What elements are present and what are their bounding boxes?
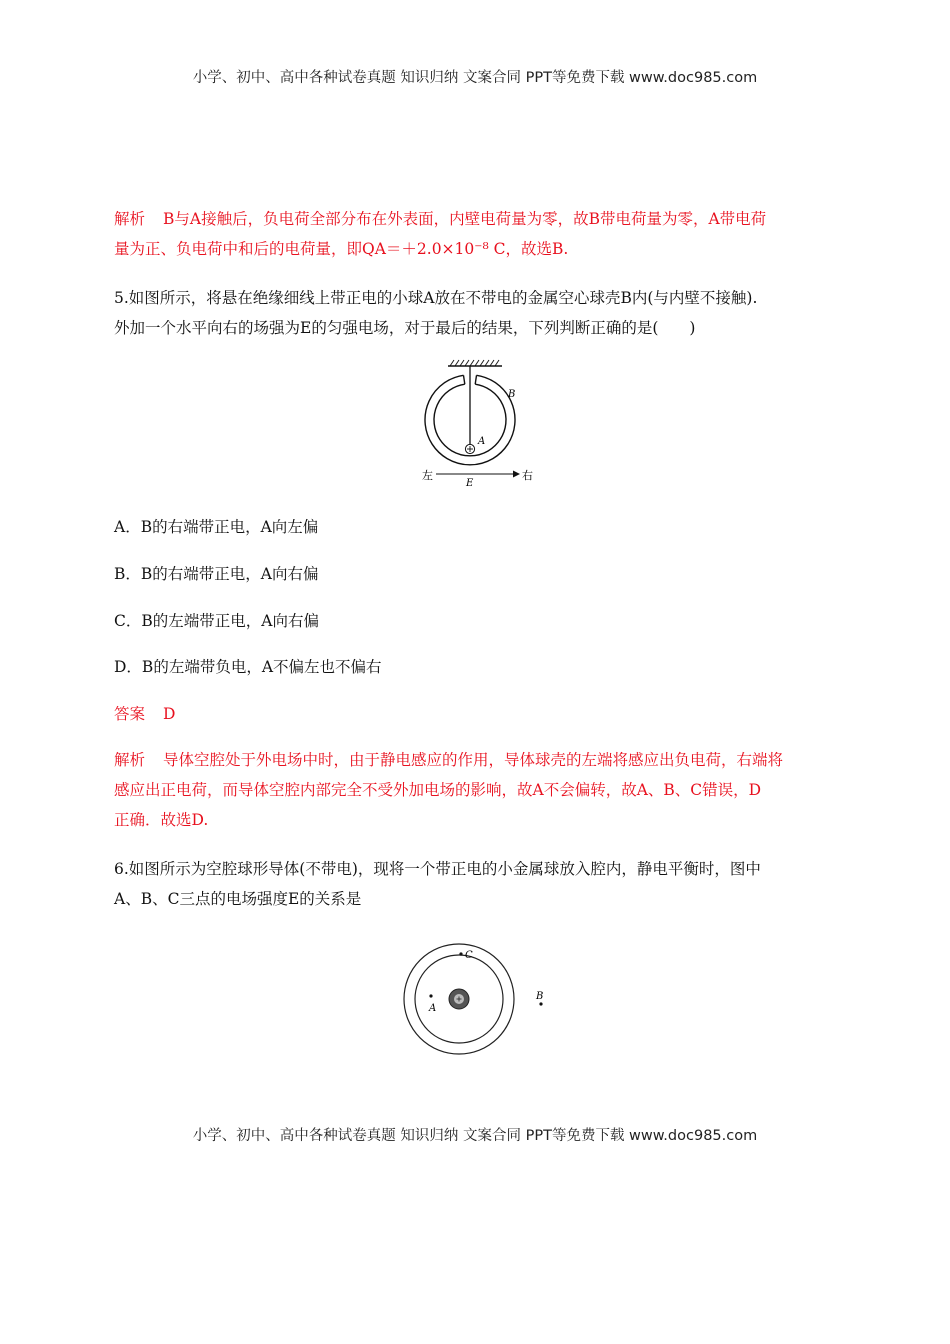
question-5-line1: 5.如图所示，将悬在绝缘细线上带正电的小球A放在不带电的金属空心球壳B内(与内壁不接触). [114, 289, 758, 307]
question-6 [114, 854, 838, 914]
label-b-6: B [536, 991, 544, 1002]
page-header: 小学、初中、高中各种试卷真题 知识归纳 文案合同 PPT等免费下载 www.doc985.com [192, 70, 758, 86]
label-b: B [508, 389, 516, 400]
option-c: C．B的左端带正电，A向右偏 [114, 612, 319, 630]
option-a: A．B的右端带正电，A向左偏 [114, 518, 319, 536]
label-e: E [466, 478, 474, 489]
analysis-q5-line1: 解析 导体空腔处于外电场中时，由于静电感应的作用，导体球壳的左端将感应出负电荷，右端将 [114, 751, 784, 769]
label-a: A [478, 436, 486, 447]
option-b: B．B的右端带正电，A向右偏 [114, 565, 319, 583]
figure-spherical-cavity [400, 940, 550, 1058]
option-d: D．B的左端带负电，A不偏左也不偏右 [114, 658, 382, 676]
page-footer: 小学、初中、高中各种试卷真题 知识归纳 文案合同 PPT等免费下载 www.doc985.com [192, 1128, 758, 1144]
analysis-q5-line2: 感应出正电荷，而导体空腔内部完全不受外加电场的影响，故A不会偏转，故A、B、C错误，D [114, 781, 762, 799]
point-b [539, 1002, 542, 1005]
answer-q5: 答案 D [114, 705, 176, 723]
question-6-line1: 6.如图所示为空腔球形导体(不带电)，现将一个带正电的小金属球放入腔内，静电平衡时，图中 [114, 860, 761, 878]
point-c [459, 952, 462, 955]
label-c: C [465, 950, 473, 961]
label-right: 右 [522, 469, 533, 482]
analysis-q4 [114, 204, 838, 264]
figure-hollow-sphere-field [410, 358, 540, 490]
label-a-6: A [429, 1003, 437, 1014]
question-5-line2: 外加一个水平向右的场强为E的匀强电场，对于最后的结果，下列判断正确的是( ) [114, 319, 696, 337]
analysis-q5 [114, 745, 838, 835]
point-a [429, 994, 432, 997]
label-left: 左 [422, 469, 433, 482]
analysis-q4-line2: 量为正、负电荷中和后的电荷量，即QA＝＋2.0×10⁻⁸ C，故选B. [114, 240, 569, 258]
question-6-line2: A、B、C三点的电场强度E的关系是 [114, 890, 362, 908]
analysis-q4-line1: 解析 B与A接触后，负电荷全部分布在外表面，内壁电荷量为零，故B带电荷量为零，A带电荷 [114, 210, 767, 228]
analysis-q5-line3: 正确．故选D. [114, 811, 209, 829]
question-5 [114, 283, 838, 343]
